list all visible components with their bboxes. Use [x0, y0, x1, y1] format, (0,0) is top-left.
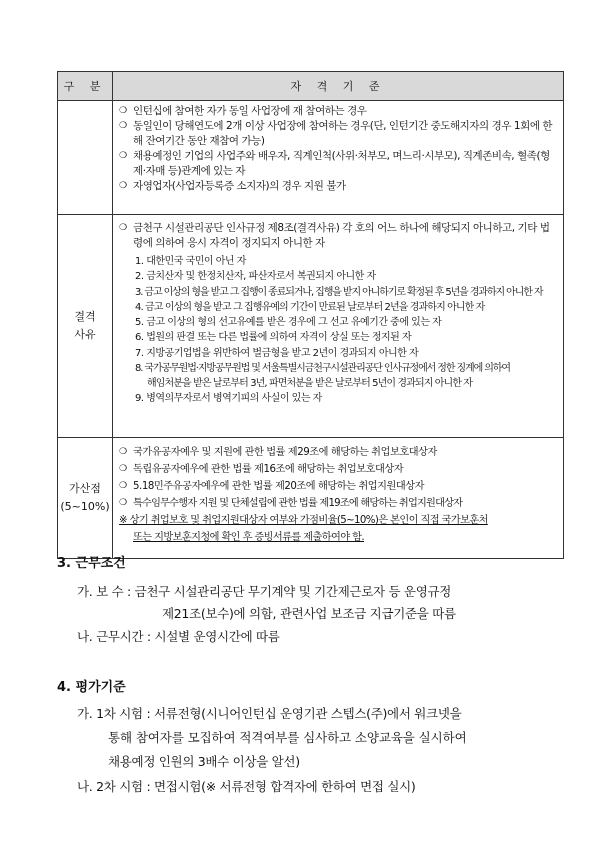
list-item: 1. 대한민국 국민이 아닌 자 [135, 256, 246, 267]
table-row-disqualification [58, 215, 564, 438]
list-item: ❍ 자영업자(사업자등록증 소지자)의 경우 지원 불가 [119, 179, 559, 194]
section3-hours: 나. 근무시간 : 시설별 운영시간에 따름 [77, 629, 280, 644]
row3-category-line2: (5~10%) [60, 500, 110, 513]
section4-first-exam-line3: 채용예정 인원의 3배수 이상을 알선) [108, 754, 300, 769]
row3-content [113, 438, 564, 559]
list-item: 해임처분을 받은 날로부터 3년, 파면처분을 받은 날로부터 5년이 경과되지 아니한 자 [147, 378, 473, 390]
table-row-bonus [58, 438, 564, 559]
row1-category [58, 101, 113, 215]
list-item: 7. 지방공기업법을 위반하여 벌금형을 받고 2년이 경과되지 아니한 자 [135, 347, 419, 359]
section3-pay-line2: 제21조(보수)에 의함, 관련사업 보조금 지급기준을 따름 [162, 606, 456, 621]
note-line [119, 512, 559, 529]
section3-pay-line1: 가. 보 수 : 금천구 시설관리공단 무기계약 및 기간제근로자 등 운영규정 [77, 584, 452, 599]
list-item: ❍ 동일인이 당해연도에 2개 이상 사업장에 참여하는 경우(단, 인턴기간 중도해지자의 경우 1회에 한해 잔여기간 동안 재참여 가능) [119, 119, 559, 149]
list-item: 9. 병역의무자로서 병역기피의 사실이 있는 자 [135, 393, 322, 405]
list-item: 3. 금고 이상의 형을 받고 그 집행이 종료되거나, 집행을 받지 아니하기로 확정된 후 5년을 경과하지 아니한 자 [135, 286, 543, 298]
table-header-row [58, 72, 564, 101]
list-item: ❍ 국가유공자예우 및 지원에 관한 법률 제29조에 해당하는 취업보호대상자 [119, 444, 559, 461]
list-item: ❍ 금천구 시설관리공단 인사규정 제8조(결격사유) 각 호의 어느 하나에 해당되지 아니하고, 기타 법령에 의하여 응시 자격이 정지되지 아니한 자 [119, 221, 559, 251]
list-item: ❍ 채용예정인 기업의 사업주와 배우자, 직계인척(사위·처부모, 며느리·시부모), 직계존비속, 혈족(형제·자매 등)관계에 있는 자 [119, 149, 559, 179]
list-item: 5. 금고 이상의 형의 선고유예를 받은 경우에 그 선고 유예기간 중에 있는 자 [135, 317, 442, 329]
row3-category [58, 438, 113, 559]
row2-category-line2: 사유 [74, 328, 96, 341]
list-item: 6. 법원의 판결 또는 다른 법률에 의하여 자격이 상실 또는 정지된 자 [135, 332, 412, 344]
section4-second-exam: 나. 2차 시험 : 면접시험(※ 서류전형 합격자에 한하여 면접 실시) [77, 779, 416, 794]
row1-content [113, 101, 564, 215]
list-item: 8. 국가공무원법·지방공무원법 및 서울특별시금천구시설관리공단 인사규정에서 정한 징계에 의하여 [135, 363, 510, 375]
table-row-restrictions [58, 101, 564, 215]
qualification-table [57, 71, 564, 559]
note-text: ※ 상기 취업보호 및 취업지원대상자 여부와 가점비율(5~10%)은 본인이 직접 국가보훈처 [119, 515, 488, 526]
list-item: ❍ 5.18민주유공자예우에 관한 법률 제20조에 해당하는 취업지원대상자 [119, 478, 559, 495]
row2-category [58, 215, 113, 438]
list-item: ❍ 특수임무수행자 지원 및 단체설립에 관한 법률 제19조에 해당하는 취업지원대상자 [119, 495, 559, 512]
row3-category-line1: 가산점 [69, 482, 101, 495]
header-category: 구 분 [58, 72, 113, 101]
section4-first-exam-line1: 가. 1차 시험 : 서류전형(시니어인턴십 운영기관 스텝스(주)에서 워크넷을 [77, 706, 462, 721]
list-item: 2. 금치산자 및 한정치산자, 파산자로서 복권되지 아니한 자 [135, 271, 376, 283]
section4-title: 4. 평가기준 [57, 680, 126, 695]
row2-category-line1: 결격 [74, 310, 96, 323]
list-item: ❍ 인턴십에 참여한 자가 동일 사업장에 재 참여하는 경우 [119, 104, 559, 119]
note-line [119, 529, 559, 546]
list-item: ❍ 독립유공자예우에 관한 법률 제16조에 해당하는 취업보호대상자 [119, 461, 559, 478]
list-item: 4. 금고 이상의 형을 받고 그 집행유예의 기간이 만료된 날로부터 2년을 경과하지 아니한 자 [135, 301, 485, 313]
row2-content [113, 215, 564, 438]
header-criteria: 자 격 기 준 [113, 72, 564, 101]
section4-first-exam-line2: 통해 참여자를 모집하여 적격여부를 심사하고 소양교육을 실시하여 [108, 730, 467, 745]
note-text: 또는 지방보훈지청에 확인 후 증빙서류를 제출하여야 함. [133, 532, 365, 543]
section3-title: 3. 근무조건 [57, 556, 126, 571]
